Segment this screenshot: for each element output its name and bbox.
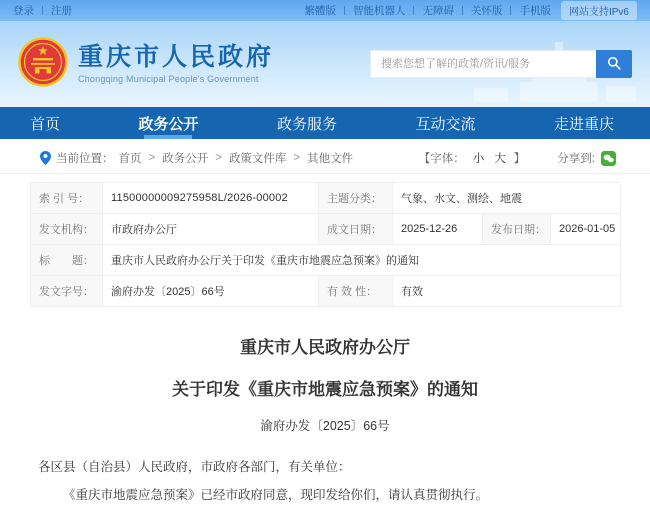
site-search bbox=[370, 50, 632, 78]
document-page bbox=[0, 174, 650, 506]
document-number-value: 渝府办发〔2025〕66号 bbox=[103, 276, 319, 307]
font-larger-button[interactable]: 大 bbox=[494, 153, 506, 165]
page-tools bbox=[419, 150, 616, 166]
chatbot-link[interactable]: 智能机器人 bbox=[352, 5, 406, 17]
index-number-value: 11500000009275958L/2026-00002 bbox=[103, 183, 319, 214]
table-row bbox=[31, 183, 621, 214]
elder-mode-link[interactable]: 关怀版 bbox=[470, 5, 503, 17]
main-nav bbox=[0, 107, 650, 139]
breadcrumb-bar bbox=[0, 143, 650, 174]
written-date-value: 2025-12-26 bbox=[393, 214, 483, 245]
validity-label: 有 效 性： bbox=[319, 276, 393, 307]
breadcrumb-separator: > bbox=[215, 152, 222, 164]
nav-item-interaction[interactable] bbox=[403, 107, 487, 139]
topic-category-label: 主题分类： bbox=[319, 183, 393, 214]
nav-label: 首页 bbox=[30, 115, 61, 133]
divider bbox=[42, 6, 43, 15]
nav-item-about-chongqing[interactable] bbox=[542, 107, 626, 139]
search-input[interactable] bbox=[370, 50, 596, 78]
document-number: 渝府办发〔2025〕66号 bbox=[260, 419, 390, 433]
utility-bar-left bbox=[13, 3, 72, 18]
national-emblem-logo bbox=[18, 37, 68, 92]
active-tab-indicator bbox=[144, 135, 192, 139]
document-number-label: 发文字号： bbox=[31, 276, 103, 307]
breadcrumb-separator: > bbox=[293, 152, 301, 164]
publish-date-value: 2026-01-05 bbox=[551, 214, 621, 245]
breadcrumb-policy-library[interactable]: 政策文件库 bbox=[228, 153, 287, 165]
accessibility-link[interactable]: 无障碍 bbox=[422, 5, 454, 17]
nav-item-government-affairs[interactable] bbox=[126, 107, 210, 139]
site-title: 重庆市人民政府 bbox=[78, 42, 275, 71]
breadcrumb-separator: > bbox=[148, 152, 156, 164]
search-button[interactable] bbox=[596, 50, 632, 78]
topic-category-value: 气象、水文、测绘、地震 bbox=[393, 183, 621, 214]
document-body bbox=[30, 333, 620, 506]
breadcrumb-label: 当前位置： bbox=[56, 153, 114, 165]
breadcrumb-other-documents[interactable]: 其他文件 bbox=[307, 153, 354, 165]
written-date-label: 成文日期： bbox=[319, 214, 393, 245]
validity-value: 有效 bbox=[393, 276, 621, 307]
search-icon bbox=[607, 56, 621, 73]
share-label: 分享到: bbox=[557, 153, 595, 165]
site-header bbox=[0, 21, 650, 107]
font-size-label: 【字体： bbox=[418, 153, 465, 165]
nav-label: 互动交流 bbox=[415, 115, 476, 133]
nav-label: 政务服务 bbox=[276, 115, 337, 133]
divider bbox=[462, 6, 463, 15]
divider bbox=[413, 6, 414, 15]
nav-label: 政务公开 bbox=[138, 115, 199, 133]
divider bbox=[344, 6, 345, 15]
register-link[interactable]: 注册 bbox=[51, 5, 72, 17]
publish-date-label: 发布日期： bbox=[483, 214, 551, 245]
document-title-value: 重庆市人民政府办公厅关于印发《重庆市地震应急预案》的通知 bbox=[103, 245, 621, 276]
issuing-agency-value: 市政府办公厅 bbox=[103, 214, 319, 245]
document-metadata-table bbox=[30, 182, 621, 307]
site-title-english: Chongqing Municipal People's Government bbox=[78, 73, 259, 84]
document-heading-line1: 重庆市人民政府办公厅 bbox=[240, 338, 410, 357]
nav-item-services[interactable] bbox=[265, 107, 349, 139]
breadcrumb-government-affairs[interactable]: 政务公开 bbox=[162, 153, 209, 165]
location-pin-icon bbox=[40, 151, 51, 165]
divider bbox=[510, 6, 511, 15]
document-paragraph: 《重庆市地震应急预案》已经市政府同意，现印发给你们，请认真贯彻执行。 bbox=[63, 488, 489, 503]
login-link[interactable]: 登录 bbox=[13, 5, 34, 17]
wechat-share-icon[interactable] bbox=[601, 151, 616, 166]
breadcrumb-home[interactable]: 首页 bbox=[118, 153, 142, 165]
font-smaller-button[interactable]: 小 bbox=[472, 153, 485, 165]
index-number-label: 索 引 号： bbox=[31, 183, 103, 214]
table-row bbox=[31, 276, 621, 307]
mobile-version-link[interactable]: 手机版 bbox=[519, 5, 551, 17]
table-row bbox=[31, 214, 621, 245]
document-paragraph: 各区县（自治县）人民政府，市政府各部门，有关单位： bbox=[38, 460, 351, 474]
issuing-agency-label: 发文机构： bbox=[31, 214, 103, 245]
nav-label: 走进重庆 bbox=[553, 115, 614, 133]
table-row bbox=[31, 245, 621, 276]
utility-bar bbox=[0, 0, 650, 21]
document-title-label: 标 题： bbox=[31, 245, 103, 276]
font-size-label-close: 】 bbox=[513, 153, 526, 165]
utility-bar-right bbox=[304, 1, 637, 20]
nav-item-home[interactable] bbox=[18, 107, 72, 139]
traditional-chinese-link[interactable]: 繁體版 bbox=[304, 5, 336, 17]
ipv6-badge[interactable]: 网站支持IPv6 bbox=[561, 1, 637, 20]
document-heading-line2: 关于印发《重庆市地震应急预案》的通知 bbox=[172, 380, 478, 399]
breadcrumb bbox=[40, 150, 353, 166]
site-brand[interactable] bbox=[18, 37, 274, 92]
